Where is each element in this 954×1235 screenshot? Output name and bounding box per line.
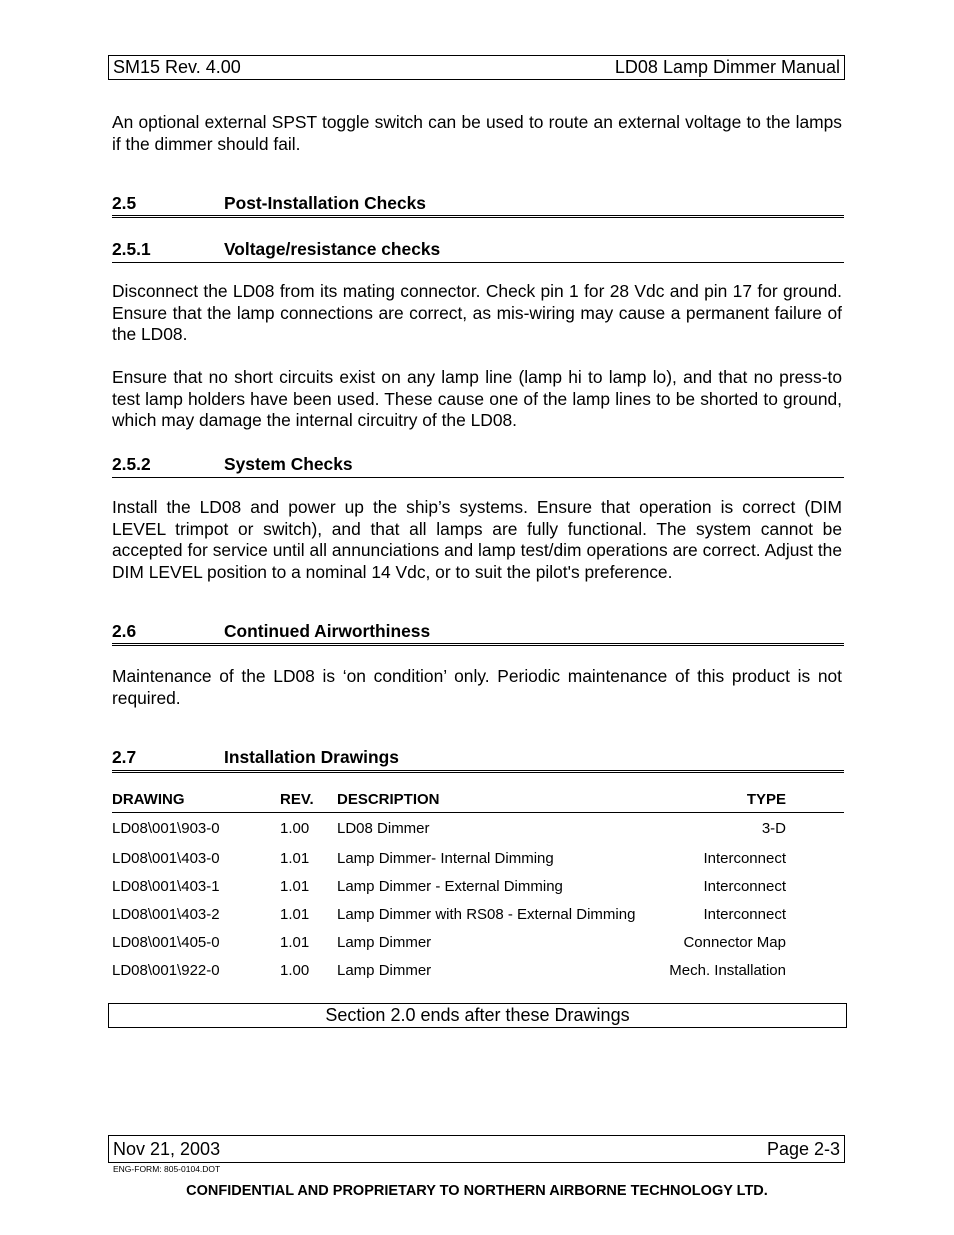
section-number: 2.6 [112, 621, 137, 641]
cell-description: LD08 Dimmer [337, 820, 430, 837]
section-end-note: Section 2.0 ends after these Drawings [108, 1003, 847, 1028]
cell-drawing: LD08\001\405-0 [112, 934, 220, 951]
column-header-drawing: DRAWING [112, 791, 185, 808]
section-number: 2.5.2 [112, 454, 151, 474]
cell-type: Interconnect [703, 878, 786, 895]
section-heading-2-5-1 [112, 238, 844, 260]
section-title: Voltage/resistance checks [224, 239, 441, 259]
header-doc-title: LD08 Lamp Dimmer Manual [614, 57, 840, 77]
cell-drawing: LD08\001\922-0 [112, 962, 220, 979]
table-row [112, 933, 844, 953]
table-row [112, 905, 844, 925]
section-rule [112, 215, 844, 218]
section-title: Continued Airworthiness [224, 621, 431, 641]
section-heading-2-6 [112, 620, 844, 642]
section-number: 2.5.1 [112, 239, 151, 259]
cell-type: Interconnect [703, 850, 786, 867]
cell-type: Interconnect [703, 906, 786, 923]
cell-type: Connector Map [683, 934, 786, 951]
system-check-paragraph: Install the LD08 and power up the ship’s systems. Ensure that operation is correct (DIM LEVEL trimpot or switch), and that all lamps are fully functional. The system cannot be accepted for service until all annunciations and lamp test/dim operations are correct. Adjust the DIM LEVEL position to a nominal 14 Vdc, or to suit the pilot's preference. [112, 497, 842, 582]
cell-type: Mech. Installation [669, 962, 786, 979]
table-header-rule [112, 812, 844, 813]
form-identifier: ENG-FORM: 805-0104.DOT [113, 1164, 221, 1174]
page-header [108, 55, 845, 80]
column-header-type: TYPE [746, 791, 786, 808]
cell-drawing: LD08\001\403-0 [112, 850, 220, 867]
section-rule [112, 643, 844, 646]
cell-description: Lamp Dimmer - External Dimming [337, 878, 563, 895]
section-title: Post-Installation Checks [224, 193, 426, 213]
section-title: Installation Drawings [224, 747, 399, 767]
cell-description: Lamp Dimmer with RS08 - External Dimming [337, 906, 636, 923]
footer-date: Nov 21, 2003 [113, 1138, 221, 1159]
short-circuit-paragraph: Ensure that no short circuits exist on any lamp line (lamp hi to lamp lo), and that no press-to test lamp holders have been used. These cause one of the lamp lines to be shorted to ground, which may damage the internal circuitry of the LD08. [112, 367, 842, 430]
section-rule [112, 262, 844, 263]
footer-page-number: Page 2-3 [766, 1138, 840, 1159]
cell-description: Lamp Dimmer [337, 934, 432, 951]
table-row [112, 877, 844, 897]
cell-description: Lamp Dimmer- Internal Dimming [337, 850, 554, 867]
table-row [112, 849, 844, 869]
table-row [112, 819, 844, 839]
cell-rev: 1.01 [280, 878, 310, 895]
section-number: 2.7 [112, 747, 137, 767]
section-heading-2-5-2 [112, 453, 844, 475]
cell-rev: 1.00 [280, 962, 310, 979]
intro-paragraph: An optional external SPST toggle switch can be used to route an external voltage to the lamps if the dimmer should fail. [112, 112, 842, 154]
section-number: 2.5 [112, 193, 137, 213]
column-header-rev: REV. [280, 791, 314, 808]
section-heading-2-5 [112, 192, 844, 214]
confidential-notice: CONFIDENTIAL AND PROPRIETARY TO NORTHERN AIRBORNE TECHNOLOGY LTD. [186, 1183, 768, 1199]
cell-rev: 1.01 [280, 906, 310, 923]
cell-type: 3-D [761, 820, 786, 837]
table-row [112, 961, 844, 981]
page-footer [108, 1135, 845, 1163]
cell-rev: 1.00 [280, 820, 310, 837]
section-title: System Checks [224, 454, 353, 474]
cell-drawing: LD08\001\403-1 [112, 878, 220, 895]
cell-rev: 1.01 [280, 934, 310, 951]
cell-drawing: LD08\001\903-0 [112, 820, 220, 837]
column-header-description: DESCRIPTION [337, 791, 440, 808]
voltage-check-paragraph: Disconnect the LD08 from its mating connector. Check pin 1 for 28 Vdc and pin 17 for ground. Ensure that the lamp connections are correct, as mis-wiring may cause a permanent failure of the LD08. [112, 281, 842, 344]
cell-rev: 1.01 [280, 850, 310, 867]
section-rule [112, 770, 844, 773]
cell-drawing: LD08\001\403-2 [112, 906, 220, 923]
header-doc-revision: SM15 Rev. 4.00 [113, 57, 241, 77]
section-rule [112, 477, 844, 478]
airworthiness-paragraph: Maintenance of the LD08 is ‘on condition’ only. Periodic maintenance of this product is not required. [112, 666, 842, 708]
cell-description: Lamp Dimmer [337, 962, 432, 979]
section-heading-2-7 [112, 746, 844, 768]
drawings-table-header [112, 790, 844, 810]
